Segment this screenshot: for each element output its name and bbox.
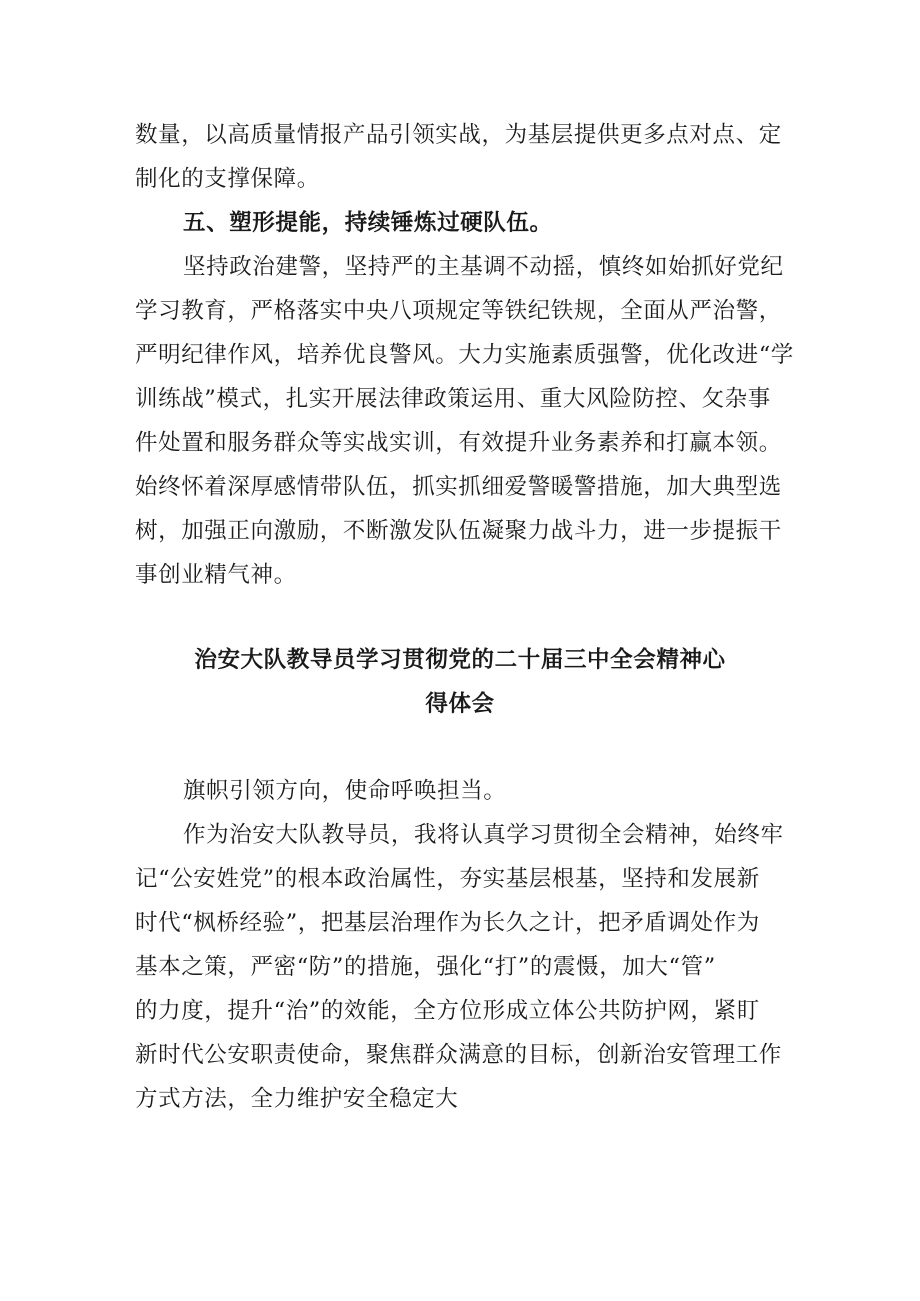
paragraph-line: 树，加强正向激励，不断激发队伍凝聚力战斗力，进一步提振干 — [135, 518, 782, 544]
paragraph-line: 方式方法，全力维护安全稳定大 — [135, 1086, 459, 1112]
paragraph-line: 件处置和服务群众等实战实训，有效提升业务素养和打赢本领。 — [135, 430, 782, 456]
article-title: 治安大队教导员学习贯彻党的二十届三中全会精神心 — [194, 647, 726, 673]
paragraph-line: 学习教育，严格落实中央八项规定等铁纪铁规，全面从严治警， — [135, 298, 782, 324]
intro-paragraph: 旗帜引领方向，使命呼唤担当。 — [183, 778, 507, 804]
paragraph-line: 训练战”模式，扎实开展法律政策运用、重大风险防控、攵杂事 — [135, 386, 771, 412]
paragraph-line: 新时代公安职责使命，聚焦群众满意的目标，创新治安管理工作 — [135, 1042, 782, 1068]
article-title: 得体会 — [425, 691, 495, 717]
paragraph-line: 的力度，提升“治”的效能，全方位形成立体公共防护网，紧盯 — [135, 998, 760, 1024]
paragraph-line: 事创业精气神。 — [135, 562, 297, 588]
section-heading: 五、塑形提能，持续锤炼过硬队伍。 — [183, 210, 553, 236]
paragraph-line: 数量，以高质量情报产品引领实战，为基层提供更多点对点、定 — [135, 122, 782, 148]
paragraph-line: 严明纪律作风，培养优良警风。大力实施素质强警，优化改进“学 — [135, 342, 794, 368]
paragraph-line: 时代“枫桥经验”，把基层治理作为长久之计，把矛盾调处作为 — [135, 910, 760, 936]
paragraph-line: 记“公安姓党”的根本政治属性，夯实基层根基，坚持和发展新 — [135, 866, 760, 892]
paragraph-line: 制化的支撑保障。 — [135, 166, 320, 192]
paragraph-line: 基本之策，严密“防”的措施，强化“打”的震慑，加大“管” — [135, 954, 716, 980]
paragraph-line: 坚持政治建警，坚持严的主基调不动摇，慎终如始抓好党纪 — [183, 254, 784, 280]
paragraph-line: 作为治安大队教导员，我将认真学习贯彻全会精神，始终牢 — [183, 822, 784, 848]
paragraph-line: 始终怀着深厚感情带队伍，抓实抓细爱警暖警措施，加大典型选 — [135, 474, 782, 500]
